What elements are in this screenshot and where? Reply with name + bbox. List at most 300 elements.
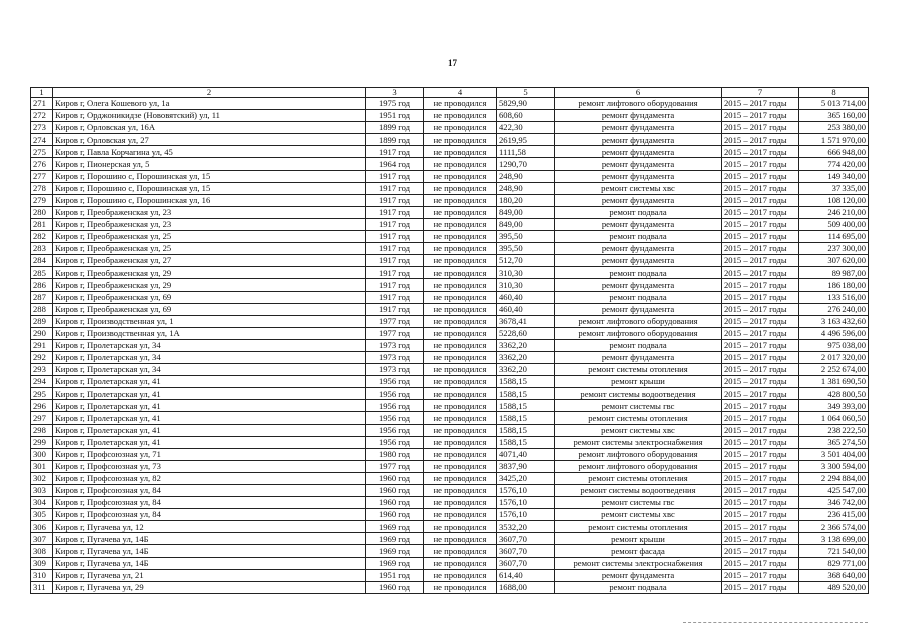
cost-cell: 253 380,00 [799, 122, 869, 134]
address-cell: Киров г, Преображенская ул, 25 [53, 231, 366, 243]
period-cell: 2015 – 2017 годы [722, 424, 799, 436]
cost-cell: 3 163 432,60 [799, 315, 869, 327]
inspection-cell: не проводился [424, 170, 497, 182]
address-cell: Киров г, Орджоникидзе (Нововятский) ул, 11 [53, 110, 366, 122]
address-cell: Киров г, Пролетарская ул, 41 [53, 388, 366, 400]
area-cell: 4071,40 [497, 448, 555, 460]
area-cell: 460,40 [497, 303, 555, 315]
area-cell: 180,20 [497, 194, 555, 206]
inspection-cell: не проводился [424, 400, 497, 412]
cost-cell: 2 017 320,00 [799, 351, 869, 363]
cost-cell: 2 252 674,00 [799, 364, 869, 376]
area-cell: 512,70 [497, 255, 555, 267]
inspection-cell: не проводился [424, 509, 497, 521]
area-cell: 1588,15 [497, 424, 555, 436]
cost-cell: 2 366 574,00 [799, 521, 869, 533]
row-number-cell: 304 [31, 497, 53, 509]
area-cell: 3607,70 [497, 545, 555, 557]
row-number-cell: 281 [31, 218, 53, 230]
row-number-cell: 294 [31, 376, 53, 388]
table-row [31, 267, 869, 279]
table-row [31, 448, 869, 460]
table-row [31, 315, 869, 327]
year-built-cell: 1917 год [366, 291, 424, 303]
inspection-cell: не проводился [424, 533, 497, 545]
row-number-cell: 299 [31, 436, 53, 448]
area-cell: 1588,15 [497, 388, 555, 400]
inspection-cell: не проводился [424, 460, 497, 472]
area-cell: 1111,58 [497, 146, 555, 158]
row-number-cell: 277 [31, 170, 53, 182]
inspection-cell: не проводился [424, 412, 497, 424]
row-number-cell: 295 [31, 388, 53, 400]
cost-cell: 1 381 690,50 [799, 376, 869, 388]
period-cell: 2015 – 2017 годы [722, 412, 799, 424]
period-cell: 2015 – 2017 годы [722, 291, 799, 303]
year-built-cell: 1960 год [366, 497, 424, 509]
year-built-cell: 1917 год [366, 194, 424, 206]
period-cell: 2015 – 2017 годы [722, 206, 799, 218]
inspection-cell: не проводился [424, 545, 497, 557]
area-cell: 3362,20 [497, 351, 555, 363]
address-cell: Киров г, Пугачева ул, 12 [53, 521, 366, 533]
cost-cell: 3 501 404,00 [799, 448, 869, 460]
inspection-cell: не проводился [424, 98, 497, 110]
inspection-cell: не проводился [424, 110, 497, 122]
area-cell: 5228,60 [497, 327, 555, 339]
inspection-cell: не проводился [424, 424, 497, 436]
row-number-cell: 273 [31, 122, 53, 134]
cost-cell: 349 393,00 [799, 400, 869, 412]
table-row [31, 569, 869, 581]
work-type-cell: ремонт фасада [555, 545, 722, 557]
area-cell: 3425,20 [497, 472, 555, 484]
cost-cell: 114 695,00 [799, 231, 869, 243]
table-row [31, 521, 869, 533]
area-cell: 849,00 [497, 218, 555, 230]
row-number-cell: 297 [31, 412, 53, 424]
year-built-cell: 1917 год [366, 170, 424, 182]
cost-cell: 186 180,00 [799, 279, 869, 291]
work-type-cell: ремонт фундамента [555, 218, 722, 230]
address-cell: Киров г, Преображенская ул, 23 [53, 218, 366, 230]
area-cell: 3362,20 [497, 339, 555, 351]
period-cell: 2015 – 2017 годы [722, 351, 799, 363]
address-cell: Киров г, Порошино с, Порошинская ул, 15 [53, 182, 366, 194]
cost-cell: 489 520,00 [799, 581, 869, 593]
area-cell: 614,40 [497, 569, 555, 581]
inspection-cell: не проводился [424, 194, 497, 206]
work-type-cell: ремонт фундамента [555, 351, 722, 363]
address-cell: Киров г, Профсоюзная ул, 84 [53, 497, 366, 509]
inspection-cell: не проводился [424, 158, 497, 170]
table-row [31, 134, 869, 146]
work-type-cell: ремонт фундамента [555, 243, 722, 255]
row-number-cell: 274 [31, 134, 53, 146]
cost-cell: 89 987,00 [799, 267, 869, 279]
cost-cell: 428 800,50 [799, 388, 869, 400]
year-built-cell: 1973 год [366, 339, 424, 351]
address-cell: Киров г, Пролетарская ул, 34 [53, 339, 366, 351]
year-built-cell: 1956 год [366, 388, 424, 400]
row-number-cell: 285 [31, 267, 53, 279]
address-cell: Киров г, Олега Кошевого ул, 1а [53, 98, 366, 110]
inspection-cell: не проводился [424, 351, 497, 363]
work-type-cell: ремонт фундамента [555, 158, 722, 170]
row-number-cell: 291 [31, 339, 53, 351]
period-cell: 2015 – 2017 годы [722, 497, 799, 509]
cost-cell: 346 742,00 [799, 497, 869, 509]
work-type-cell: ремонт системы водоотведения [555, 485, 722, 497]
work-type-cell: ремонт системы хвс [555, 182, 722, 194]
area-cell: 395,50 [497, 231, 555, 243]
work-type-cell: ремонт подвала [555, 291, 722, 303]
area-cell: 310,30 [497, 267, 555, 279]
cost-cell: 829 771,00 [799, 557, 869, 569]
table-row [31, 460, 869, 472]
inspection-cell: не проводился [424, 485, 497, 497]
year-built-cell: 1917 год [366, 279, 424, 291]
work-type-cell: ремонт фундамента [555, 255, 722, 267]
year-built-cell: 1973 год [366, 364, 424, 376]
row-number-cell: 298 [31, 424, 53, 436]
year-built-cell: 1917 год [366, 206, 424, 218]
table-row [31, 291, 869, 303]
table-row [31, 557, 869, 569]
address-cell: Киров г, Пролетарская ул, 41 [53, 424, 366, 436]
column-header: 4 [424, 88, 497, 98]
area-cell: 849,00 [497, 206, 555, 218]
period-cell: 2015 – 2017 годы [722, 557, 799, 569]
table-row [31, 581, 869, 593]
inspection-cell: не проводился [424, 448, 497, 460]
cost-cell: 307 620,00 [799, 255, 869, 267]
table-row [31, 509, 869, 521]
year-built-cell: 1969 год [366, 521, 424, 533]
year-built-cell: 1917 год [366, 267, 424, 279]
inspection-cell: не проводился [424, 376, 497, 388]
address-cell: Киров г, Преображенская ул, 23 [53, 206, 366, 218]
area-cell: 422,30 [497, 122, 555, 134]
table-row [31, 388, 869, 400]
period-cell: 2015 – 2017 годы [722, 182, 799, 194]
address-cell: Киров г, Пролетарская ул, 41 [53, 436, 366, 448]
year-built-cell: 1956 год [366, 436, 424, 448]
inspection-cell: не проводился [424, 182, 497, 194]
year-built-cell: 1956 год [366, 412, 424, 424]
table-row [31, 158, 869, 170]
area-cell: 608,60 [497, 110, 555, 122]
year-built-cell: 1969 год [366, 557, 424, 569]
year-built-cell: 1977 год [366, 460, 424, 472]
table-row [31, 206, 869, 218]
address-cell: Киров г, Преображенская ул, 25 [53, 243, 366, 255]
column-number-row [31, 88, 869, 98]
inspection-cell: не проводился [424, 146, 497, 158]
period-cell: 2015 – 2017 годы [722, 327, 799, 339]
period-cell: 2015 – 2017 годы [722, 400, 799, 412]
work-type-cell: ремонт лифтового оборудования [555, 448, 722, 460]
period-cell: 2015 – 2017 годы [722, 533, 799, 545]
column-header: 5 [497, 88, 555, 98]
cost-cell: 5 013 714,00 [799, 98, 869, 110]
inspection-cell: не проводился [424, 339, 497, 351]
row-number-cell: 307 [31, 533, 53, 545]
work-type-cell: ремонт системы отопления [555, 412, 722, 424]
address-cell: Киров г, Пролетарская ул, 41 [53, 376, 366, 388]
row-number-cell: 296 [31, 400, 53, 412]
cost-cell: 276 240,00 [799, 303, 869, 315]
inspection-cell: не проводился [424, 581, 497, 593]
period-cell: 2015 – 2017 годы [722, 98, 799, 110]
work-type-cell: ремонт крыши [555, 533, 722, 545]
row-number-cell: 293 [31, 364, 53, 376]
row-number-cell: 303 [31, 485, 53, 497]
work-type-cell: ремонт подвала [555, 231, 722, 243]
area-cell: 1290,70 [497, 158, 555, 170]
area-cell: 1576,10 [497, 509, 555, 521]
row-number-cell: 283 [31, 243, 53, 255]
table-row [31, 279, 869, 291]
work-type-cell: ремонт лифтового оборудования [555, 315, 722, 327]
cost-cell: 2 294 884,00 [799, 472, 869, 484]
year-built-cell: 1969 год [366, 533, 424, 545]
address-cell: Киров г, Пролетарская ул, 34 [53, 364, 366, 376]
year-built-cell: 1917 год [366, 218, 424, 230]
period-cell: 2015 – 2017 годы [722, 170, 799, 182]
cost-cell: 238 222,50 [799, 424, 869, 436]
year-built-cell: 1960 год [366, 581, 424, 593]
inspection-cell: не проводился [424, 243, 497, 255]
table-row [31, 303, 869, 315]
area-cell: 3607,70 [497, 533, 555, 545]
cost-cell: 3 138 699,00 [799, 533, 869, 545]
table-row [31, 122, 869, 134]
column-header: 7 [722, 88, 799, 98]
address-cell: Киров г, Профсоюзная ул, 73 [53, 460, 366, 472]
row-number-cell: 275 [31, 146, 53, 158]
table-row [31, 231, 869, 243]
year-built-cell: 1977 год [366, 327, 424, 339]
table-row [31, 218, 869, 230]
table-row [31, 327, 869, 339]
period-cell: 2015 – 2017 годы [722, 339, 799, 351]
work-type-cell: ремонт лифтового оборудования [555, 460, 722, 472]
row-number-cell: 309 [31, 557, 53, 569]
address-cell: Киров г, Порошино с, Порошинская ул, 16 [53, 194, 366, 206]
work-type-cell: ремонт системы хвс [555, 509, 722, 521]
cost-cell: 37 335,00 [799, 182, 869, 194]
inspection-cell: не проводился [424, 557, 497, 569]
table-row [31, 146, 869, 158]
period-cell: 2015 – 2017 годы [722, 509, 799, 521]
area-cell: 1576,10 [497, 497, 555, 509]
area-cell: 248,90 [497, 182, 555, 194]
address-cell: Киров г, Пугачева ул, 14Б [53, 545, 366, 557]
address-cell: Киров г, Пролетарская ул, 41 [53, 400, 366, 412]
cost-cell: 236 415,00 [799, 509, 869, 521]
work-type-cell: ремонт фундамента [555, 110, 722, 122]
cost-cell: 774 420,00 [799, 158, 869, 170]
work-type-cell: ремонт подвала [555, 339, 722, 351]
table-row [31, 170, 869, 182]
row-number-cell: 300 [31, 448, 53, 460]
work-type-cell: ремонт подвала [555, 581, 722, 593]
table-row [31, 436, 869, 448]
cost-cell: 246 210,00 [799, 206, 869, 218]
row-number-cell: 292 [31, 351, 53, 363]
year-built-cell: 1964 год [366, 158, 424, 170]
period-cell: 2015 – 2017 годы [722, 472, 799, 484]
work-type-cell: ремонт системы гвс [555, 400, 722, 412]
work-type-cell: ремонт системы отопления [555, 521, 722, 533]
inspection-cell: не проводился [424, 569, 497, 581]
period-cell: 2015 – 2017 годы [722, 388, 799, 400]
row-number-cell: 311 [31, 581, 53, 593]
work-type-cell: ремонт фундамента [555, 569, 722, 581]
page-number: 17 [448, 58, 457, 68]
period-cell: 2015 – 2017 годы [722, 315, 799, 327]
inspection-cell: не проводился [424, 497, 497, 509]
cost-cell: 721 540,00 [799, 545, 869, 557]
work-type-cell: ремонт системы электроснабжения [555, 557, 722, 569]
row-number-cell: 302 [31, 472, 53, 484]
period-cell: 2015 – 2017 годы [722, 581, 799, 593]
year-built-cell: 1975 год [366, 98, 424, 110]
inspection-cell: не проводился [424, 303, 497, 315]
year-built-cell: 1973 год [366, 351, 424, 363]
year-built-cell: 1960 год [366, 485, 424, 497]
cost-cell: 237 300,00 [799, 243, 869, 255]
area-cell: 248,90 [497, 170, 555, 182]
area-cell: 3532,20 [497, 521, 555, 533]
row-number-cell: 305 [31, 509, 53, 521]
table-row [31, 194, 869, 206]
row-number-cell: 272 [31, 110, 53, 122]
table-row [31, 339, 869, 351]
work-type-cell: ремонт системы электроснабжения [555, 436, 722, 448]
inspection-cell: не проводился [424, 315, 497, 327]
table-row [31, 545, 869, 557]
year-built-cell: 1917 год [366, 243, 424, 255]
area-cell: 5829,90 [497, 98, 555, 110]
year-built-cell: 1956 год [366, 400, 424, 412]
address-cell: Киров г, Преображенская ул, 27 [53, 255, 366, 267]
period-cell: 2015 – 2017 годы [722, 158, 799, 170]
address-cell: Киров г, Преображенская ул, 29 [53, 279, 366, 291]
table-row [31, 472, 869, 484]
address-cell: Киров г, Орловская ул, 16А [53, 122, 366, 134]
period-cell: 2015 – 2017 годы [722, 303, 799, 315]
year-built-cell: 1960 год [366, 509, 424, 521]
work-type-cell: ремонт подвала [555, 267, 722, 279]
period-cell: 2015 – 2017 годы [722, 122, 799, 134]
cost-cell: 149 340,00 [799, 170, 869, 182]
year-built-cell: 1917 год [366, 255, 424, 267]
address-cell: Киров г, Пионерская ул, 5 [53, 158, 366, 170]
period-cell: 2015 – 2017 годы [722, 146, 799, 158]
year-built-cell: 1951 год [366, 110, 424, 122]
inspection-cell: не проводился [424, 267, 497, 279]
work-type-cell: ремонт фундамента [555, 303, 722, 315]
period-cell: 2015 – 2017 годы [722, 460, 799, 472]
work-type-cell: ремонт системы отопления [555, 472, 722, 484]
inspection-cell: не проводился [424, 436, 497, 448]
year-built-cell: 1917 год [366, 146, 424, 158]
area-cell: 1588,15 [497, 436, 555, 448]
column-header: 6 [555, 88, 722, 98]
cost-cell: 108 120,00 [799, 194, 869, 206]
column-header: 1 [31, 88, 53, 98]
row-number-cell: 284 [31, 255, 53, 267]
table-body [31, 98, 869, 594]
inspection-cell: не проводился [424, 134, 497, 146]
inspection-cell: не проводился [424, 291, 497, 303]
address-cell: Киров г, Павла Корчагина ул, 45 [53, 146, 366, 158]
year-built-cell: 1917 год [366, 182, 424, 194]
area-cell: 3837,90 [497, 460, 555, 472]
address-cell: Киров г, Порошино с, Порошинская ул, 15 [53, 170, 366, 182]
row-number-cell: 289 [31, 315, 53, 327]
cost-cell: 365 160,00 [799, 110, 869, 122]
row-number-cell: 271 [31, 98, 53, 110]
period-cell: 2015 – 2017 годы [722, 194, 799, 206]
cost-cell: 425 547,00 [799, 485, 869, 497]
row-number-cell: 276 [31, 158, 53, 170]
work-type-cell: ремонт крыши [555, 376, 722, 388]
work-type-cell: ремонт фундамента [555, 122, 722, 134]
inspection-cell: не проводился [424, 521, 497, 533]
area-cell: 3607,70 [497, 557, 555, 569]
year-built-cell: 1956 год [366, 424, 424, 436]
address-cell: Киров г, Орловская ул, 27 [53, 134, 366, 146]
cost-cell: 365 274,50 [799, 436, 869, 448]
work-type-cell: ремонт системы хвс [555, 424, 722, 436]
cost-cell: 666 948,00 [799, 146, 869, 158]
row-number-cell: 290 [31, 327, 53, 339]
cost-cell: 975 038,00 [799, 339, 869, 351]
table-row [31, 533, 869, 545]
cost-cell: 509 400,00 [799, 218, 869, 230]
address-cell: Киров г, Преображенская ул, 69 [53, 291, 366, 303]
period-cell: 2015 – 2017 годы [722, 134, 799, 146]
row-number-cell: 306 [31, 521, 53, 533]
address-cell: Киров г, Пугачева ул, 14Б [53, 557, 366, 569]
period-cell: 2015 – 2017 годы [722, 218, 799, 230]
table-row [31, 400, 869, 412]
period-cell: 2015 – 2017 годы [722, 436, 799, 448]
cost-cell: 1 064 060,50 [799, 412, 869, 424]
row-number-cell: 288 [31, 303, 53, 315]
year-built-cell: 1977 год [366, 315, 424, 327]
inspection-cell: не проводился [424, 255, 497, 267]
period-cell: 2015 – 2017 годы [722, 267, 799, 279]
footer-divider [683, 622, 868, 623]
work-type-cell: ремонт лифтового оборудования [555, 327, 722, 339]
year-built-cell: 1951 год [366, 569, 424, 581]
area-cell: 1588,15 [497, 400, 555, 412]
table-row [31, 182, 869, 194]
year-built-cell: 1899 год [366, 122, 424, 134]
period-cell: 2015 – 2017 годы [722, 243, 799, 255]
period-cell: 2015 – 2017 годы [722, 255, 799, 267]
address-cell: Киров г, Профсоюзная ул, 82 [53, 472, 366, 484]
cost-cell: 4 496 596,00 [799, 327, 869, 339]
work-type-cell: ремонт фундамента [555, 134, 722, 146]
table-row [31, 497, 869, 509]
inspection-cell: не проводился [424, 388, 497, 400]
work-type-cell: ремонт подвала [555, 206, 722, 218]
